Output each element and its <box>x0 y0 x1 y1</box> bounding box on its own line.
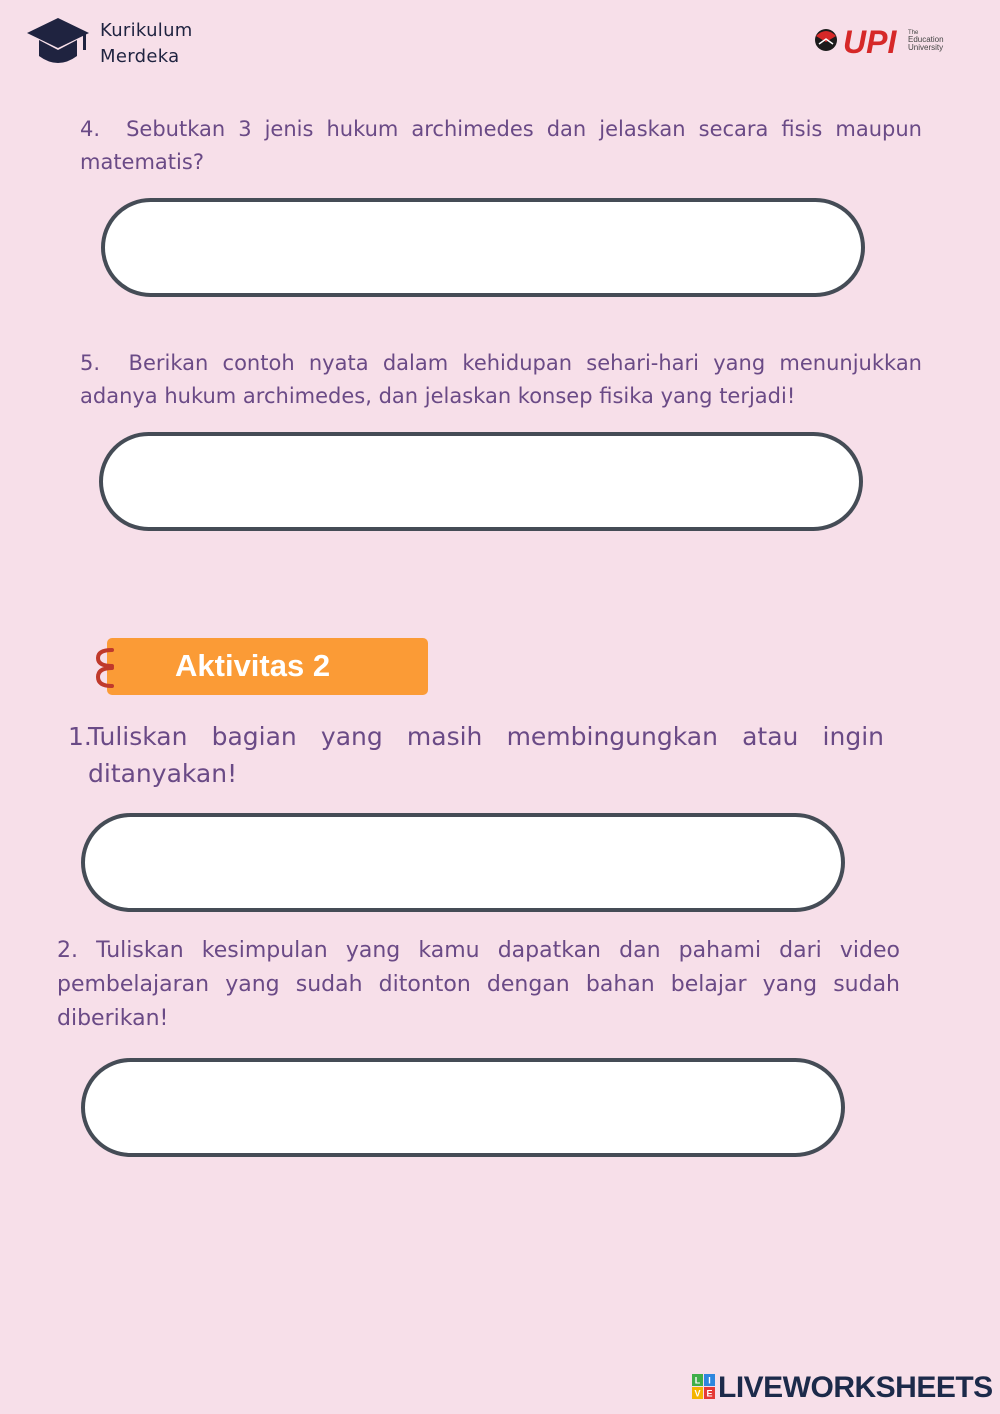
question-text: Berikan contoh nyata dalam kehidupan sehari-hari yang menunjukkan adanya hukum archimedes, dan jelaskan konsep fisika yang terjadi! <box>80 351 922 408</box>
graduation-cap-icon <box>27 18 89 68</box>
svg-text:V: V <box>694 1388 701 1399</box>
upi-logo <box>813 22 958 58</box>
svg-text:L: L <box>694 1375 701 1386</box>
svg-text:E: E <box>706 1388 713 1399</box>
svg-text:I: I <box>708 1375 711 1386</box>
question-text: Tuliskan kesimpulan yang kamu dapatkan dan pahami dari video pembelajaran yang sudah ditonton dengan bahan belajar yang sudah diberikan! <box>57 938 901 1031</box>
activity-question-1 <box>68 718 884 792</box>
svg-text:The: The <box>908 30 919 36</box>
answer-field-activity-1[interactable] <box>81 813 845 912</box>
upi-logo-text: UPI <box>843 24 897 58</box>
question-5 <box>80 347 922 413</box>
svg-text:University: University <box>908 43 944 52</box>
answer-field-activity-2[interactable] <box>81 1058 845 1157</box>
upi-emblem-icon <box>815 29 837 51</box>
liveworksheets-logo-icon <box>692 1374 716 1400</box>
question-number: 5. <box>80 351 101 375</box>
question-text: Sebutkan 3 jenis hukum archimedes dan jelaskan secara fisis maupun matematis? <box>80 117 922 174</box>
question-number: 2. <box>57 938 78 963</box>
question-4 <box>80 113 922 179</box>
question-text: Tuliskan bagian yang masih membingungkan atau ingin ditanyakan! <box>88 722 884 788</box>
question-number: 4. <box>80 117 101 141</box>
answer-field-5[interactable] <box>99 432 863 531</box>
brand-title <box>100 18 193 70</box>
activity-title: Aktivitas 2 <box>175 648 331 683</box>
svg-text:Education: Education <box>908 35 944 44</box>
activity-question-2 <box>57 934 900 1036</box>
brand-line-1: Kurikulum <box>100 20 193 41</box>
answer-field-4[interactable] <box>101 198 865 297</box>
brand-line-2: Merdeka <box>100 46 180 67</box>
question-number: 1. <box>68 722 92 751</box>
binder-ring-icon <box>92 646 126 690</box>
liveworksheets-brand[interactable]: LIVEWORKSHEETS <box>718 1371 993 1404</box>
